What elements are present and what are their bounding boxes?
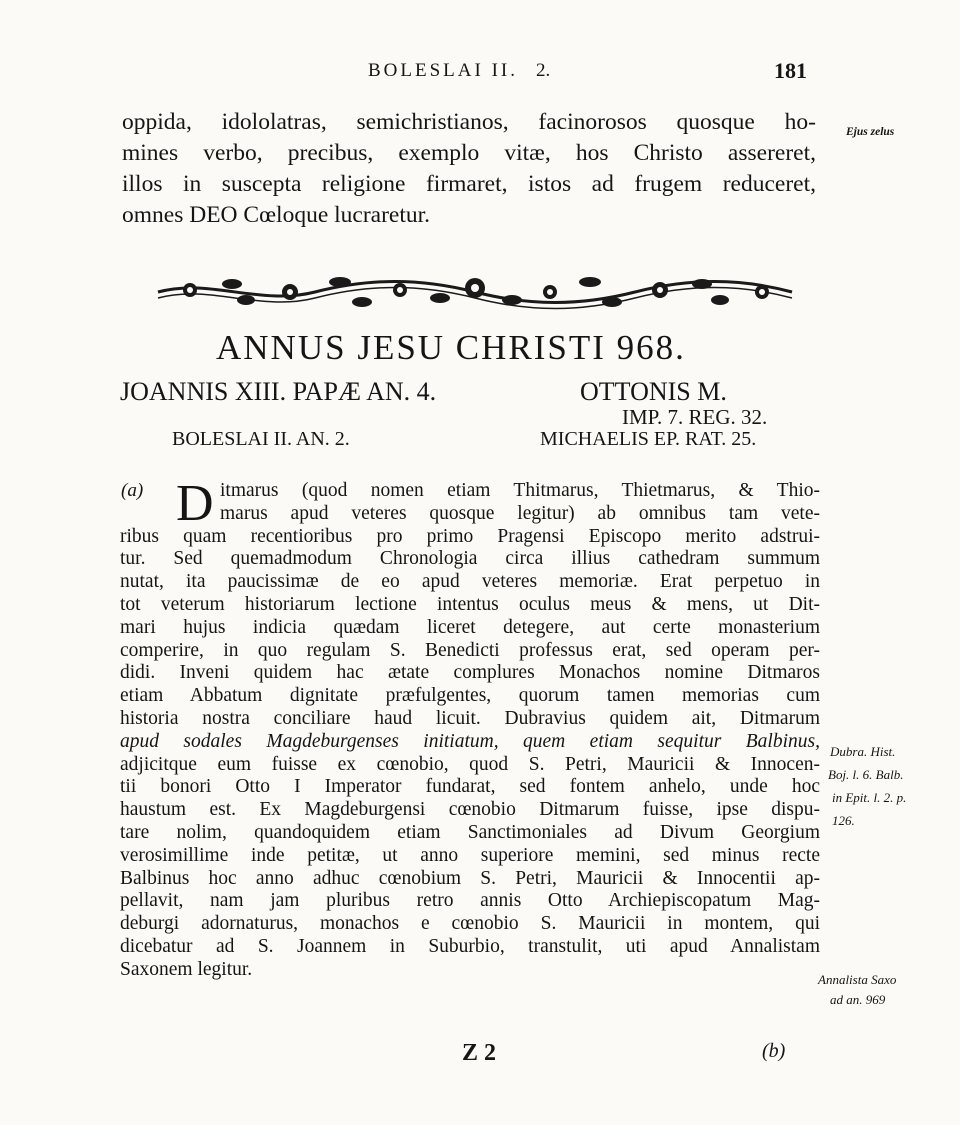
body-line: nutat, ita paucissimæ de eo apud veteres memoriæ. Erat perpetuo in xyxy=(120,571,820,593)
body-line: verosimillime inde petitæ, ut anno superiore memini, sed minus recte xyxy=(120,844,820,866)
body-line: historia nostra conciliare haud licuit. Dubravius quidem ait, Ditmarum xyxy=(120,707,820,729)
ducal-regnal-year: BOLESLAI II. AN. 2. xyxy=(172,428,350,450)
side-note: ad an. 969 xyxy=(830,992,886,1007)
body-line: dicebatur ad S. Joannem in Suburbio, transtulit, uti apud Annalistam xyxy=(120,935,820,957)
intro-line: omnes DEO Cœloque lucraretur. xyxy=(122,202,431,228)
imperial-heading-line2: IMP. 7. REG. 32. xyxy=(622,405,768,429)
side-note: in Epit. l. 2. p. xyxy=(832,790,907,805)
body-line: adjicitque eum fuisse ex cœnobio, quod S. Petri, Mauricii & Innocen- xyxy=(120,753,820,775)
intro-margin-note: Ejus zelus xyxy=(846,126,895,138)
catchword: (b) xyxy=(762,1040,786,1062)
footnote-mark: (a) xyxy=(121,480,144,501)
body-line: tare nolim, quandoquidem etiam Sanctimoniales ad Divum Georgium xyxy=(120,821,820,843)
body-line: pellavit, nam jam pluribus retro annis Otto Archiepiscopatum Mag- xyxy=(120,890,820,912)
body-line: etiam Abbatum dignitate præfulgentes, quorum tamen memorias cum xyxy=(120,685,820,707)
intro-line: oppida, idololatras, semichristianos, facinorosos quosque ho- xyxy=(122,109,816,135)
body-line: haustum est. Ex Magdeburgensi cœnobio Ditmarum fuisse, ipse dispu- xyxy=(120,799,820,821)
papal-regnal-year: JOANNIS XIII. PAPÆ AN. 4. xyxy=(120,377,437,406)
side-note: Annalista Saxo xyxy=(818,972,897,987)
intro-line: illos in suscepta religione firmaret, istos ad frugem reduceret, xyxy=(122,171,816,197)
running-header-title: BOLESLAI II. xyxy=(368,60,518,81)
body-line: tur. Sed quemadmodum Chronologia circa illius cathedram summum xyxy=(120,548,820,570)
side-note: 126. xyxy=(832,813,855,828)
body-line: marus apud veteres quosque legitur) ab omnibus tam vete- xyxy=(220,502,820,524)
body-line: mari hujus indicia quædam liceret detegere, aut certe monasterium xyxy=(120,616,820,638)
intro-paragraph xyxy=(122,107,816,231)
main-body-text xyxy=(120,475,820,982)
body-line: ribus quam recentioribus pro primo Pragensi Episcopo merito adstrui- xyxy=(120,525,820,547)
body-line: Balbinus hoc anno adhuc cœnobium S. Petri, Mauricii & Innocentii ap- xyxy=(120,867,820,889)
year-heading: ANNUS JESU CHRISTI 968. xyxy=(216,328,686,367)
intro-line: mines verbo, precibus, exemplo vitæ, hos Christo assereret, xyxy=(122,140,816,166)
body-line: deburgi adornaturus, monachos e cœnobio S. Mauricii in montem, qui xyxy=(120,913,820,935)
side-note: Boj. l. 6. Balb. xyxy=(828,767,904,782)
body-line: tii bonori Otto I Imperator fundarat, sed fontem anhelo, unde hoc xyxy=(120,776,820,798)
body-line: comperire, in quo regulam S. Benedicti professus erat, sed operam per- xyxy=(120,639,820,661)
body-line: itmarus (quod nomen etiam Thitmarus, Thietmarus, & Thio- xyxy=(220,480,820,501)
floral-vine-ornament-icon xyxy=(150,268,800,314)
imperial-heading-line1: OTTONIS M. xyxy=(580,377,727,406)
signature-mark: Z 2 xyxy=(462,1040,497,1066)
body-line: tot veterum historiarum lectione intentus oculus meus & mens, ut Dit- xyxy=(120,593,820,615)
body-line: didi. Inveni quidem hac ætate complures Monachos nomine Ditmaros xyxy=(120,662,820,684)
running-header-number: 2. xyxy=(536,60,551,81)
drop-cap: D xyxy=(176,475,214,532)
side-note: Dubra. Hist. xyxy=(830,744,896,759)
body-line: apud sodales Magdeburgenses initiatum, quem etiam sequitur Balbinus, xyxy=(120,730,820,752)
body-line: Saxonem legitur. xyxy=(120,958,253,980)
episcopal-regnal-year: MICHAELIS EP. RAT. 25. xyxy=(540,428,757,450)
page-number: 181 xyxy=(774,58,807,83)
